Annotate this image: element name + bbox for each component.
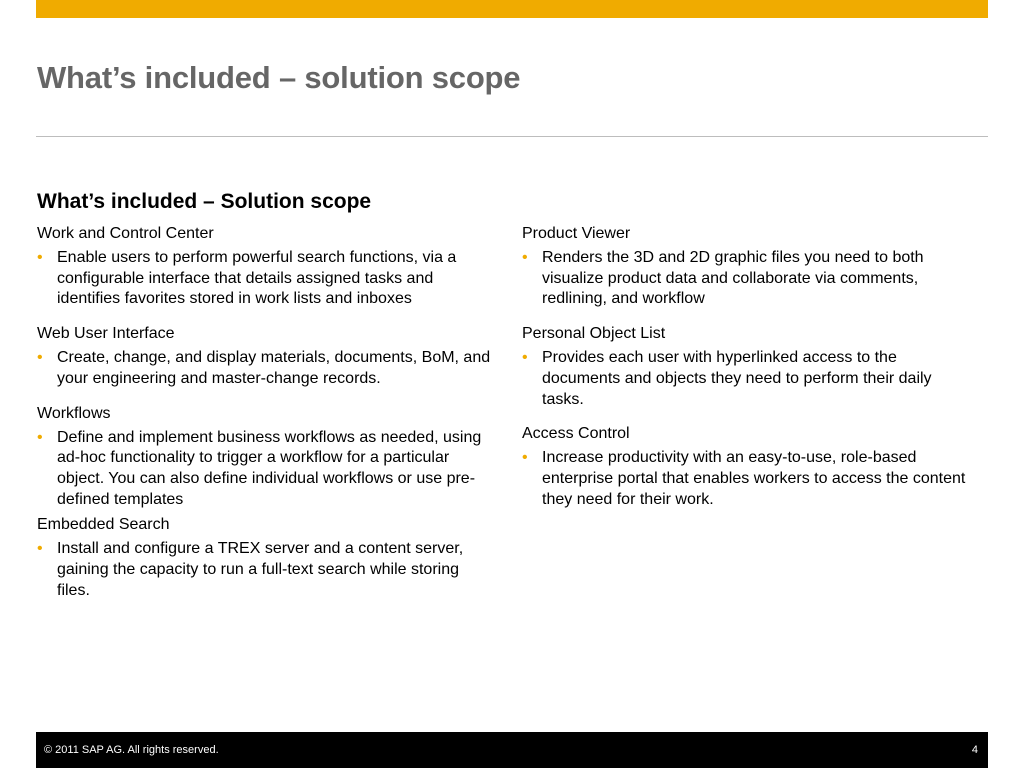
- bullet-text: Renders the 3D and 2D graphic files you need to both visualize product data and collaborate via comments, redlining, and workflow: [542, 249, 924, 308]
- scope-block-web-user-interface: [37, 323, 495, 389]
- block-heading: Product Viewer: [522, 225, 631, 242]
- bullet-text: Provides each user with hyperlinked access to the documents and objects they need to perform their daily tasks.: [542, 349, 932, 408]
- bullet-text: Enable users to perform powerful search functions, via a configurable interface that details assigned tasks and identifies favorites stored in work lists and inboxes: [57, 249, 457, 308]
- bullet-icon: •: [522, 349, 528, 367]
- bullet-item: [37, 348, 495, 389]
- block-heading: Work and Control Center: [37, 225, 214, 242]
- bullet-icon: •: [522, 449, 528, 467]
- scope-block-work-control-center: [37, 223, 495, 310]
- top-accent-bar: [36, 0, 988, 18]
- block-heading: Web User Interface: [37, 325, 175, 343]
- right-column: [522, 223, 968, 523]
- slide-title: What’s included – solution scope: [37, 60, 521, 95]
- page-number: 4: [971, 744, 978, 756]
- bullet-text: Increase productivity with an easy-to-use, role-based enterprise portal that enables workers to access the content they need for their work.: [542, 449, 966, 508]
- block-heading: Access Control: [522, 425, 630, 443]
- footer-bar: [36, 732, 988, 768]
- footer-copyright: © 2011 SAP AG. All rights reserved.: [44, 744, 219, 756]
- bullet-icon: •: [37, 540, 43, 558]
- scope-block-personal-object-list: [522, 323, 968, 410]
- bullet-icon: •: [37, 349, 43, 367]
- left-column: [37, 223, 495, 614]
- block-heading: Personal Object List: [522, 325, 666, 343]
- scope-block-embedded-search: [37, 514, 495, 601]
- bullet-icon: •: [37, 249, 43, 266]
- bullet-text: Define and implement business workflows as needed, using ad-hoc functionality to trigger a workflow for a particular object. You can also define individual workflows or use pre-defined templates: [57, 428, 482, 508]
- title-divider: [36, 136, 988, 137]
- block-heading: Embedded Search: [37, 516, 170, 534]
- bullet-item: [37, 539, 495, 601]
- scope-block-workflows: [37, 403, 495, 511]
- bullet-item: [37, 428, 495, 511]
- bullet-item: [522, 248, 968, 310]
- bullet-item: [522, 348, 968, 410]
- bullet-text: Create, change, and display materials, documents, BoM, and your engineering and master-change records.: [57, 349, 491, 387]
- scope-block-access-control: [522, 423, 968, 510]
- bullet-icon: •: [522, 249, 528, 266]
- section-heading: What’s included – Solution scope: [37, 190, 372, 213]
- bullet-item: [37, 248, 495, 310]
- bullet-text: Install and configure a TREX server and a content server, gaining the capacity to run a full-text search while storing files.: [57, 540, 464, 599]
- scope-block-product-viewer: [522, 223, 968, 310]
- block-heading: Workflows: [37, 404, 111, 422]
- bullet-item: [522, 448, 968, 510]
- bullet-icon: •: [37, 428, 43, 446]
